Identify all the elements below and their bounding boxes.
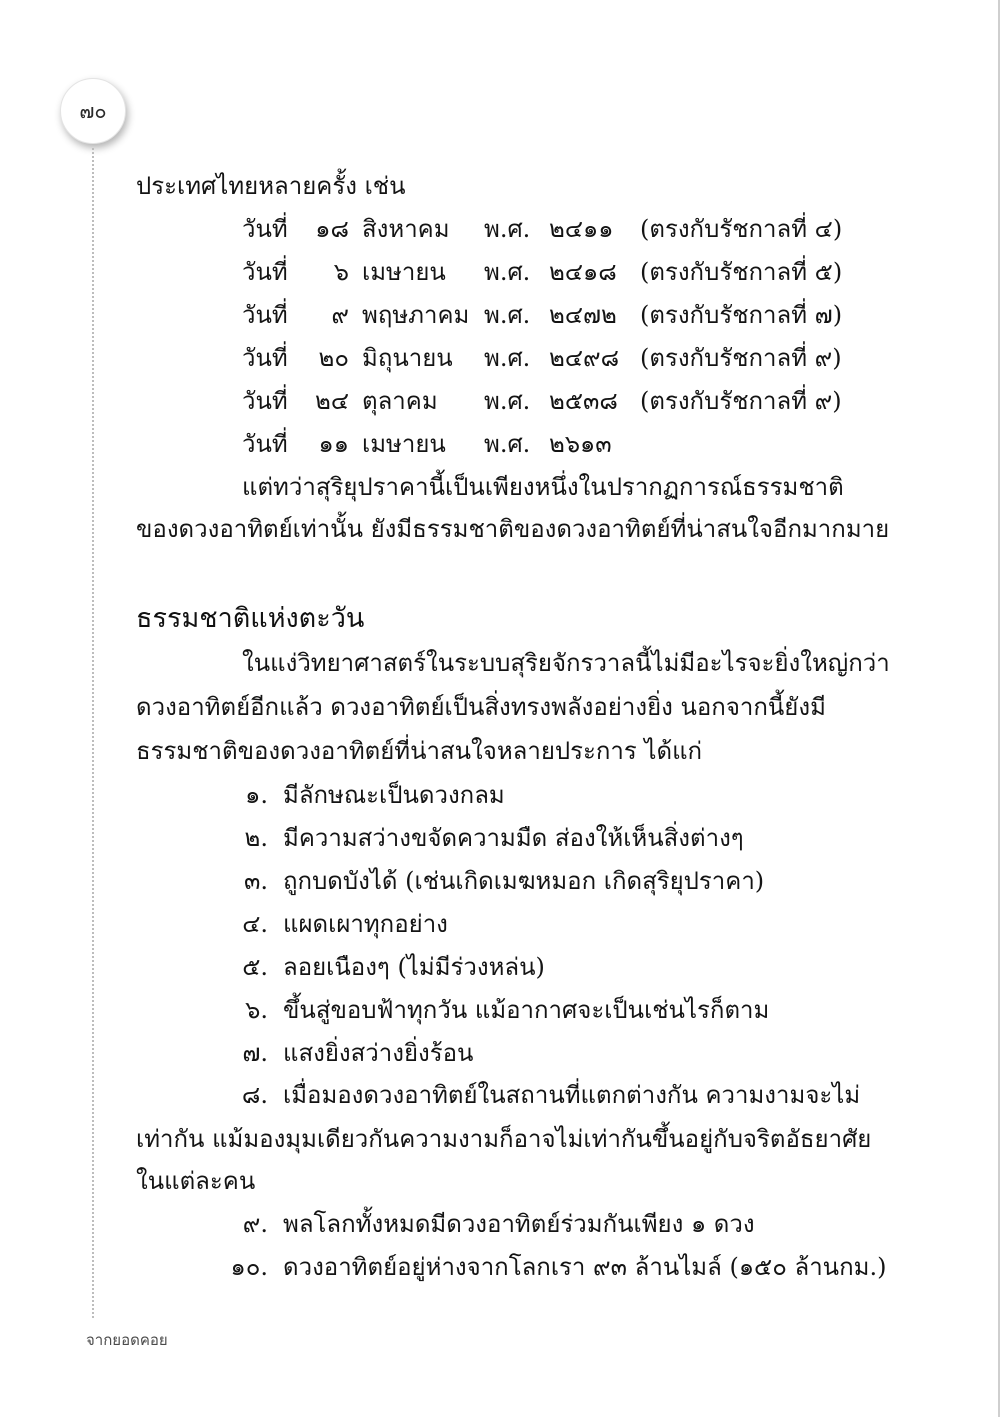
paragraph-2-line-1: ในแง่วิทยาศาสตร์ในระบบสุริยจักรวาลนี้ไม่มีอะไรจะยิ่งใหญ่กว่า — [242, 649, 890, 677]
date-year: ๒๔๑๘ — [549, 258, 617, 286]
list-item-text: ถูกบดบังได้ (เช่นเกิดเมฆหมอก เกิดสุริยุปราคา) — [283, 867, 765, 895]
date-day: ๖ — [333, 258, 349, 286]
list-item-number: ๗. — [242, 1039, 268, 1067]
date-day: ๒๐ — [318, 344, 349, 372]
list-item-number: ๖. — [245, 996, 268, 1024]
list-item-number: ๓. — [243, 867, 268, 895]
list-item-number: ๒. — [244, 824, 268, 852]
list-item-number: ๔. — [242, 910, 268, 938]
date-day: ๙ — [331, 301, 349, 329]
date-label: วันที่ — [242, 387, 288, 415]
list-item-number: ๘. — [241, 1081, 268, 1109]
running-footer-title: จากยอดคอย — [86, 1331, 168, 1349]
date-label: วันที่ — [242, 344, 288, 372]
date-label: วันที่ — [242, 215, 288, 243]
page-number-badge — [60, 78, 126, 144]
date-month: เมษายน — [362, 258, 446, 286]
list-item-text: พลโลกทั้งหมดมีดวงอาทิตย์ร่วมกันเพียง ๑ ดวง — [283, 1210, 755, 1238]
date-label: วันที่ — [242, 301, 288, 329]
list-item-number: ๙. — [242, 1210, 268, 1238]
paragraph-1-line-1: แต่ทว่าสุริยุปราคานี้เป็นเพียงหนึ่งในปรากฏการณ์ธรรมชาติ — [242, 473, 844, 501]
date-month: เมษายน — [362, 430, 446, 458]
list-item-text: แผดเผาทุกอย่าง — [283, 910, 448, 938]
date-day: ๒๔ — [315, 387, 349, 415]
date-era: พ.ศ. — [484, 215, 531, 243]
paragraph-1-line-2: ของดวงอาทิตย์เท่านั้น ยังมีธรรมชาติของดวงอาทิตย์ที่น่าสนใจอีกมากมาย — [136, 515, 890, 543]
date-era: พ.ศ. — [484, 387, 531, 415]
list-item-number: ๕. — [242, 953, 268, 981]
date-reign-note: (ตรงกับรัชกาลที่ ๔) — [640, 215, 843, 243]
date-month: ตุลาคม — [362, 387, 438, 415]
page-number: ๗๐ — [79, 99, 107, 123]
date-label: วันที่ — [242, 430, 288, 458]
date-day: ๑๘ — [315, 215, 349, 243]
date-year: ๒๔๗๒ — [549, 301, 617, 329]
list-item-continuation: เท่ากัน แม้มองมุมเดียวกันความงามก็อาจไม่เท่ากันขึ้นอยู่กับจริตอัธยาศัย — [136, 1125, 872, 1153]
list-item-text: มีลักษณะเป็นดวงกลม — [283, 781, 505, 809]
date-month: พฤษภาคม — [362, 301, 470, 329]
list-item-text: ลอยเนืองๆ (ไม่มีร่วงหล่น) — [283, 953, 545, 981]
date-label: วันที่ — [242, 258, 288, 286]
date-reign-note: (ตรงกับรัชกาลที่ ๕) — [640, 258, 843, 286]
date-era: พ.ศ. — [484, 301, 531, 329]
margin-dotted-rule — [92, 148, 94, 1318]
date-reign-note: (ตรงกับรัชกาลที่ ๙) — [640, 387, 842, 415]
date-year: ๒๕๓๘ — [549, 387, 618, 415]
list-item-continuation: ในแต่ละคน — [136, 1167, 256, 1195]
date-era: พ.ศ. — [484, 344, 531, 372]
list-item-text: มีความสว่างขจัดความมืด ส่องให้เห็นสิ่งต่างๆ — [283, 824, 744, 852]
paragraph-2-line-3: ธรรมชาติของดวงอาทิตย์ที่น่าสนใจหลายประการ ได้แก่ — [136, 737, 703, 765]
paragraph-2-line-2: ดวงอาทิตย์อีกแล้ว ดวงอาทิตย์เป็นสิ่งทรงพลังอย่างยิ่ง นอกจากนี้ยังมี — [136, 693, 826, 721]
date-month: มิถุนายน — [362, 344, 453, 372]
date-day: ๑๑ — [318, 430, 349, 458]
list-item-number: ๑. — [245, 781, 268, 809]
date-era: พ.ศ. — [484, 430, 531, 458]
date-year: ๒๖๑๓ — [549, 430, 612, 458]
list-item-text: ดวงอาทิตย์อยู่ห่างจากโลกเรา ๙๓ ล้านไมล์ (๑๕๐ ล้านกม.) — [283, 1253, 887, 1281]
date-reign-note: (ตรงกับรัชกาลที่ ๗) — [640, 301, 843, 329]
list-item-text: ขึ้นสู่ขอบฟ้าทุกวัน แม้อากาศจะเป็นเช่นไรก็ตาม — [283, 996, 770, 1024]
list-item-text: แสงยิ่งสว่างยิ่งร้อน — [283, 1039, 474, 1067]
date-year: ๒๔๑๑ — [549, 215, 614, 243]
date-reign-note: (ตรงกับรัชกาลที่ ๙) — [640, 344, 842, 372]
list-item-text: เมื่อมองดวงอาทิตย์ในสถานที่แตกต่างกัน ความงามจะไม่ — [283, 1081, 861, 1109]
date-year: ๒๔๙๘ — [549, 344, 620, 372]
date-month: สิงหาคม — [362, 215, 450, 243]
section-heading: ธรรมชาติแห่งตะวัน — [136, 603, 365, 634]
intro-text: ประเทศไทยหลายครั้ง เช่น — [136, 172, 406, 200]
list-item-number: ๑๐. — [230, 1253, 268, 1281]
date-era: พ.ศ. — [484, 258, 531, 286]
